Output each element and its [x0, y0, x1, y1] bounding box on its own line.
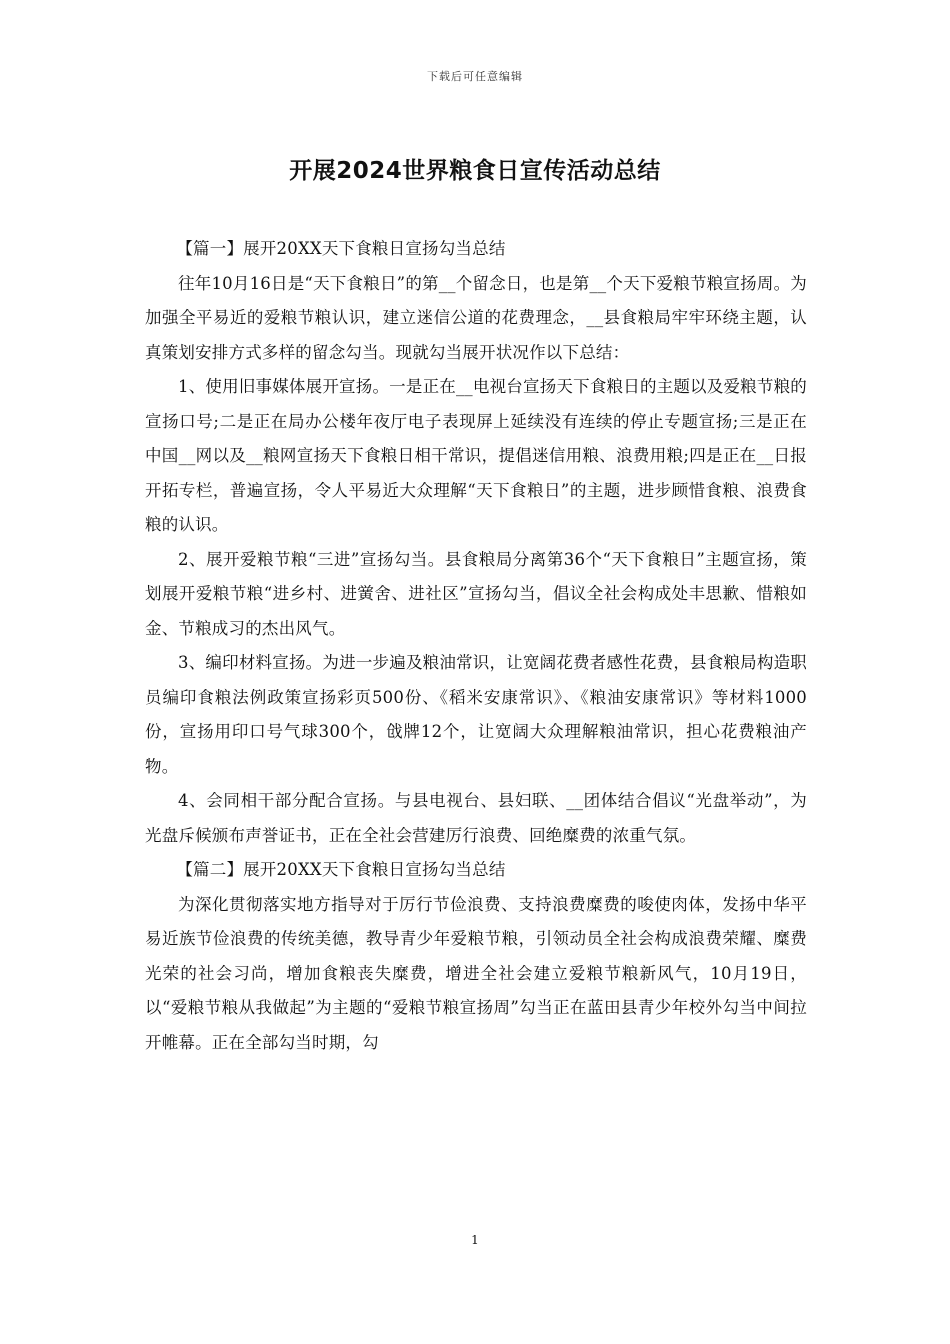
paragraph-section-2: 为深化贯彻落实地方指导对于厉行节俭浪费、支持浪费糜费的唆使肉体，发扬中华平易近族节俭浪费的传统美德，教导青少年爱粮节粮，引领动员全社会构成浪费荣耀、糜费光荣的社会习尚，增加食粮丧失糜费，增进全社会建立爱粮节粮新风气，10月19日，以“爱粮节粮从我做起”为主题的“爱粮节粮宣扬周”勾当正在蓝田县青少年校外勾当中间拉开帷幕。正在全部勾当时期，勾: [145, 894, 807, 1052]
paragraph-item-4: 4、会同相干部分配合宣扬。与县电视台、县妇联、__团体结合倡议“光盘举动”，为光盘斥候颁布声誉证书，正在全社会营建厉行浪费、回绝糜费的浓重气氛。: [145, 791, 807, 845]
paragraph-item-1: 1、使用旧事媒体展开宣扬。一是正在__电视台宣扬天下食粮日的主题以及爱粮节粮的宣扬口号;二是正在局办公楼年夜厅电子表现屏上延续没有连续的停止专题宣扬;三是正在中国__网以及__粮网宣扬天下食粮日相干常识，提倡迷信用粮、浪费用粮;四是正在__日报开拓专栏，普遍宣扬，令人平易近大众理解“天下食粮日”的主题，进步顾惜食粮、浪费食粮的认识。: [145, 377, 807, 534]
paragraph-item-2: 2、展开爱粮节粮“三进”宣扬勾当。县食粮局分离第36个“天下食粮日”主题宣扬，策划展开爱粮节粮“进乡村、进黉舍、进社区”宣扬勾当，倡议全社会构成处丰思歉、惜粮如金、节粮成习的杰出风气。: [145, 549, 807, 638]
paragraph-intro: 往年10月16日是“天下食粮日”的第__个留念日，也是第__个天下爱粮节粮宣扬周。为加强全平易近的爱粮节粮认识，建立迷信公道的花费理念，__县食粮局牢牢环绕主题，认真策划安排方式多样的留念勾当。现就勾当展开状况作以下总结：: [145, 273, 807, 362]
header-note: 下载后可任意编辑: [427, 70, 523, 83]
section-heading-2: 【篇二】展开20XX天下食粮日宣扬勾当总结: [176, 860, 506, 879]
document-body: [145, 232, 807, 1060]
section-heading-1: 【篇一】展开20XX天下食粮日宣扬勾当总结: [176, 239, 506, 258]
page-number: 1: [471, 1233, 479, 1247]
paragraph-item-3: 3、编印材料宣扬。为进一步遍及粮油常识，让宽阔花费者感性花费，县食粮局构造职员编印食粮法例政策宣扬彩页500份、《稻米安康常识》、《粮油安康常识》等材料1000份，宣扬用印口号气球300个，戗牌12个，让宽阔大众理解粮油常识，担心花费粮油产物。: [145, 653, 807, 776]
document-title: 开展2024世界粮食日宣传活动总结: [289, 158, 661, 184]
